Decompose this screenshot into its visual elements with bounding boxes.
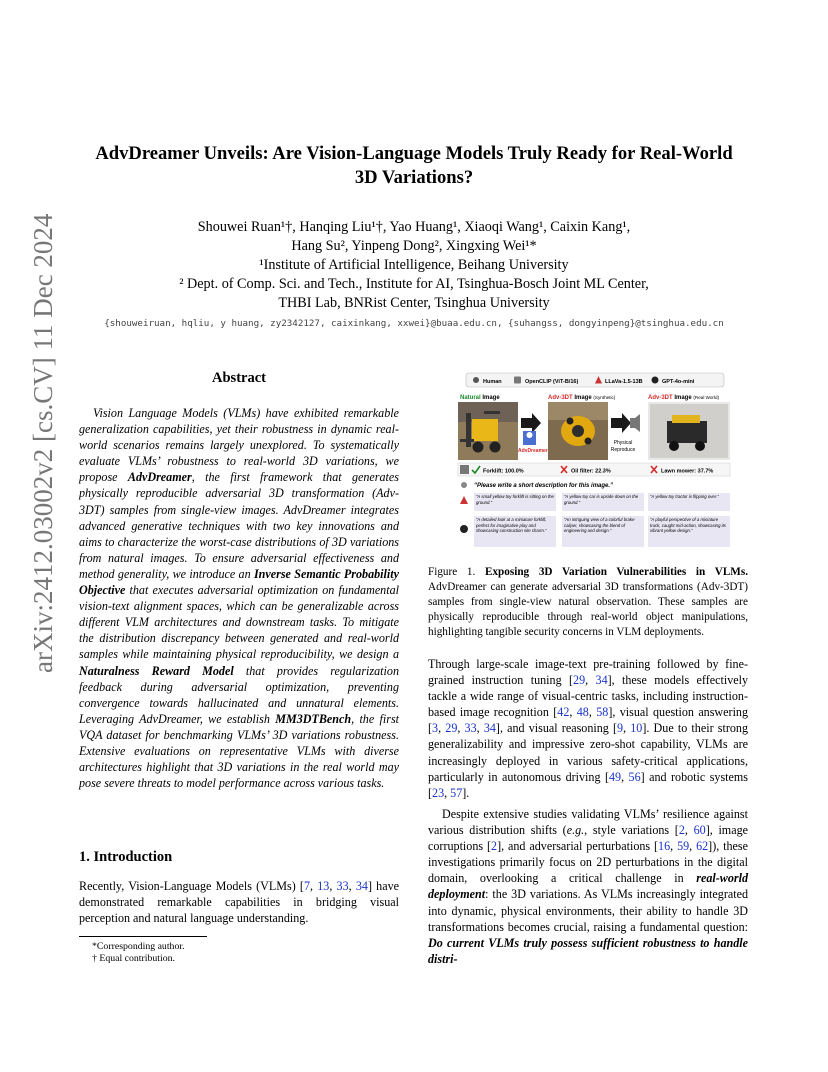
citation-link[interactable]: 3 — [432, 721, 439, 736]
citation-link[interactable]: 2 — [491, 839, 498, 854]
title-line-1: AdvDreamer Unveils: Are Vision-Language Models Truly Ready for Real-World — [95, 143, 733, 164]
col-adv-image: Image — [572, 395, 594, 401]
citation-link[interactable]: 34 — [355, 879, 368, 893]
citation-link[interactable]: 16 — [658, 839, 671, 854]
openclip-icon — [514, 377, 521, 384]
figure-label: Figure 1. — [428, 566, 485, 578]
p2-span: ]), these investigations primarily focus on 2D perturbations in the digital domain, overlooking a critical challenge in — [428, 839, 748, 886]
author-block — [80, 218, 748, 313]
physical-label: Physical — [613, 440, 633, 446]
abstract-text — [79, 405, 399, 791]
abstract-bold-bench: MM3DTBench — [275, 711, 352, 726]
citation-link[interactable]: 57 — [450, 785, 463, 800]
authors-line-2: Hang Su², Yinpeng Dong², Xingxing Wei¹* — [291, 238, 537, 254]
abstract-bold-reward-model: Naturalness Reward Model — [79, 663, 234, 678]
citation-link[interactable]: 48 — [576, 705, 589, 720]
paper-title — [70, 142, 758, 190]
p2-span: ], image corruptions [ — [428, 823, 748, 854]
figure-caption — [428, 565, 748, 640]
citation-link[interactable]: 62 — [696, 839, 709, 854]
legend-human: Human — [483, 379, 502, 385]
abstract-span: , the first VQA dataset for benchmarking VLMs’ 3D variations robustness. Extensive evaluations on representative VLMs with diverse architectures highlight that 3D variations in the real world may pose severe threats to model performance across various tasks. — [79, 711, 400, 791]
sep: , — [348, 879, 356, 893]
body-paragraph-2 — [428, 806, 748, 967]
intro-span: ] have demonstrated remarkable capabilities in bridging visual perception and natural language understanding. — [79, 879, 399, 926]
caption-a-natural: “A small yellow toy forklift is sitting on the ground.” — [476, 494, 554, 505]
abstract-span: that provides regularization feedback during adversarial optimization, preventing convergence towards hallucinated and unnatural elements. Leveraging AdvDreamer, we establish — [79, 663, 399, 726]
citation-link[interactable]: 29 — [573, 673, 586, 688]
citation-link[interactable]: 33 — [464, 721, 477, 736]
sep: , — [689, 839, 697, 854]
abstract-bold-objective: Inverse Semantic Probability Objective — [79, 566, 399, 598]
introduction-heading: 1. Introduction — [79, 849, 173, 865]
legend-openclip: OpenCLIP (ViT-B/16) — [525, 379, 579, 385]
citation-link[interactable]: 42 — [557, 705, 570, 720]
figure-1 — [452, 371, 740, 551]
prediction-adv: Oil filter: 22.3% — [571, 468, 611, 475]
citation-link[interactable]: 9 — [617, 721, 624, 736]
body-paragraph-1 — [428, 656, 748, 801]
affiliation-2a: ² Dept. of Comp. Sci. and Tech., Institute for AI, Tsinghua-Bosch Joint ML Center, — [179, 276, 649, 292]
title-line-2: 3D Variations? — [354, 167, 474, 188]
adv-real-image — [648, 402, 730, 460]
p2-span: : the 3D variations. As VLMs increasingly integrated into dynamic, physical environments, their ability to handle 3D transformations becomes crucial, raising a fundamental question: — [428, 887, 748, 934]
sep: , — [310, 879, 318, 893]
sep: , — [684, 823, 694, 838]
sep: , — [457, 721, 465, 736]
citation-link[interactable]: 23 — [432, 785, 445, 800]
p2-span: , style variations [ — [584, 823, 679, 838]
physical-reproduce-arrow — [611, 413, 640, 453]
citation-link[interactable]: 13 — [317, 879, 330, 893]
p1-span: ] and robotic systems [ — [428, 769, 748, 800]
col-real-header — [648, 395, 720, 401]
natural-image — [458, 402, 518, 460]
col-adv-synthetic: (Synthetic) — [593, 395, 616, 400]
llava-icon — [460, 496, 468, 504]
sep: , — [621, 769, 629, 784]
p2-emphasis-deployment: real-world deployment — [428, 871, 748, 902]
caption-b-adv: “An intriguing view of a colorful brake caliper, showcasing the blend of engineering and design.” — [564, 517, 635, 534]
citation-link[interactable]: 60 — [693, 823, 706, 838]
arxiv-identifier — [16, 213, 60, 675]
citation-link[interactable]: 58 — [596, 705, 609, 720]
abstract-span: , the first framework that generates physically reproducible adversarial 3D transformation (Adv-3DT) samples from single-view images. AdvDreamer integrates advanced generative techniques with two key innovations and aims to characterize the worst-case distributions of 3D variations from natural images. To ensure adversarial effectiveness and method generality, we introduce an — [79, 470, 399, 581]
prediction-real: Lawn mower: 37.7% — [661, 468, 714, 475]
p2-span: ], and adversarial perturbations [ — [497, 839, 659, 854]
caption-a-real: “A yellow toy tractor is flipping over.” — [650, 494, 719, 499]
p1-span: ]. — [462, 785, 470, 800]
gpt-icon — [460, 525, 468, 533]
affiliation-1: ¹Institute of Artificial Intelligence, Beihang University — [259, 257, 569, 273]
citation-link[interactable]: 34 — [595, 673, 608, 688]
legend-llava: LLaVa-1.5-13B — [605, 379, 643, 385]
human-icon — [473, 377, 479, 383]
col-real-word: Adv-3DT — [648, 395, 673, 401]
sep: , — [569, 705, 577, 720]
footnote-corresponding: *Corresponding author. — [92, 941, 185, 952]
sep: , — [588, 705, 597, 720]
legend-gpt: GPT-4o-mini — [662, 379, 695, 385]
footnote-equal-contribution: † Equal contribution. — [92, 953, 175, 964]
caption-b-natural: “A detailed look at a miniature forklift, perfect for imaginative play and showcasing construction site charm.” — [476, 517, 547, 534]
sep: , — [670, 839, 678, 854]
abstract-span: Vision Language Models (VLMs) have exhibited remarkable generalization capabilities, yet their robustness in dynamic real-world scenarios remains largely unexplored. To systematically evaluate VLMs’ robustness to real-world 3D variations, we propose — [79, 406, 399, 485]
citation-link[interactable]: 29 — [445, 721, 458, 736]
citation-link[interactable]: 2 — [678, 823, 685, 838]
col-real-world: (Real World) — [693, 395, 720, 400]
prediction-natural: Forklift: 100.0% — [483, 468, 524, 475]
citation-link[interactable]: 49 — [608, 769, 622, 784]
p1-span: ]. Due to their strong generalizability and impressive zero-shot capability, VLMs are increasingly deployed in various safety-critical applications, particularly in autonomous driving [ — [428, 721, 748, 784]
adv-synthetic-image — [548, 402, 608, 460]
col-adv-header — [548, 395, 616, 401]
citation-link[interactable]: 56 — [628, 769, 641, 784]
sep: , — [444, 785, 451, 800]
col-natural-header — [460, 395, 500, 401]
p1-span: Through large-scale image-text pre-training followed by fine-grained instruction tuning [ — [428, 657, 748, 688]
abstract-bold-advdreamer: AdvDreamer — [127, 470, 192, 485]
arxiv-id-text: arXiv:2412.03002v2 [cs.CV] 11 Dec 2024 — [28, 213, 58, 673]
col-natural-image: Image — [480, 395, 500, 401]
p1-span: ], and visual reasoning [ — [495, 721, 618, 736]
reproduce-label: Reproduce — [610, 447, 636, 453]
sep: , — [329, 879, 337, 893]
p1-span: ], these models effectively tackle a wide range of visual-centric tasks, including instruction-based image recognition [ — [428, 673, 749, 720]
abstract-span: that executes adversarial optimization on fundamental vision-text alignment spaces, which can be generalizable across different VLM architectures and downstream tasks. To mitigate the distribution discrepancy between generated and real-world samples while maintaining physical reproducibility, we design a — [79, 583, 399, 662]
figure-caption-text: AdvDreamer can generate adversarial 3D transformations (Adv-3DT) samples from single-view natural observation. These samples are physically reproducible through real-world object manipulations, highlighting tangible security concerns in VLM deployments. — [428, 581, 748, 638]
gpt-icon — [652, 377, 659, 384]
footnote-rule — [79, 936, 207, 937]
p1-span: ], visual question answering [ — [428, 705, 749, 736]
sep: , — [623, 721, 631, 736]
authors-line-1: Shouwei Ruan¹†, Hanqing Liu¹†, Yao Huang¹, Xiaoqi Wang¹, Caixin Kang¹, — [197, 219, 631, 235]
author-emails: {shouweiruan, hqliu, y huang, zy2342127, caixinkang, xxwei}@buaa.edu.cn, {suhangss, dongyinpeng}@tsinghua.edu.cn — [104, 318, 724, 329]
figure-caption-bold: Exposing 3D Variation Vulnerabilities in VLMs. — [484, 566, 748, 578]
p2-emphasis-question: Do current VLMs truly possess sufficient robustness to handle distri- — [428, 935, 748, 966]
citation-link[interactable]: 7 — [303, 879, 310, 893]
caption-b-real: “A playful perspective of a miniature truck, caught mid-action, showcasing its vibrant yellow design.” — [650, 517, 726, 534]
citation-link[interactable]: 59 — [677, 839, 690, 854]
citation-link[interactable]: 33 — [336, 879, 349, 893]
sep: , — [476, 721, 484, 736]
abstract-heading: Abstract — [212, 370, 266, 386]
sep: , — [585, 673, 596, 688]
introduction-paragraph — [79, 878, 399, 926]
citation-link[interactable]: 34 — [483, 721, 496, 736]
affiliation-2b: THBI Lab, BNRist Center, Tsinghua University — [278, 295, 550, 311]
advdreamer-label: AdvDreamer — [518, 448, 548, 454]
prompt-text: “Please write a short description for this image.” — [474, 483, 614, 489]
citation-link[interactable]: 10 — [630, 721, 643, 736]
human-icon — [461, 482, 467, 488]
col-natural-word: Natural — [460, 395, 481, 401]
p2-span: Despite extensive studies validating VLMs’ resilience against various distribution shifts ( — [428, 807, 748, 838]
col-real-image: Image — [672, 395, 694, 401]
caption-a-adv: “A yellow toy car is upside down on the ground.” — [564, 494, 639, 505]
sep: , — [438, 721, 446, 736]
col-adv-word: Adv-3DT — [548, 395, 573, 401]
openclip-icon — [460, 465, 469, 474]
intro-span: Recently, Vision-Language Models (VLMs) [ — [79, 879, 304, 893]
advdreamer-arrow — [518, 413, 548, 454]
p2-eg: e.g. — [566, 823, 585, 838]
